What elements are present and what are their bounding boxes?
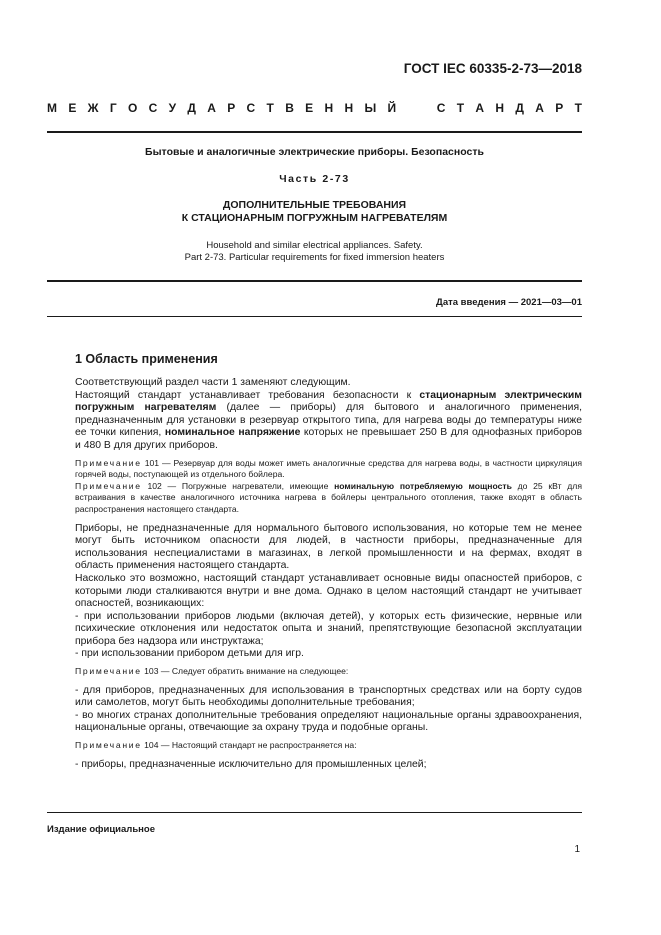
title-additional <box>47 199 582 225</box>
interstate-letter: Д <box>187 101 196 115</box>
list-item: - при использовании приборов людьми (включая детей), у которых есть физические, нервные или психические отклонения или недостаток опыта и знаний, препятствующие безопасной эксплуатации прибора без надзора или инструктажа; <box>75 610 582 647</box>
title-english-line2: Part 2-73. Particular requirements for fixed immersion heaters <box>184 252 445 263</box>
interstate-letter: Т <box>574 101 582 115</box>
introduction-date: Дата введения — 2021—03—01 <box>436 297 582 308</box>
interstate-letter: Д <box>515 101 524 115</box>
interstate-letter: Г <box>109 101 117 115</box>
interstate-letter: Т <box>456 101 465 115</box>
interstate-letter: М <box>47 101 57 115</box>
interstate-standard-heading <box>47 101 582 115</box>
footer-rule <box>47 812 582 813</box>
list-item: - во многих странах дополнительные требования определяют национальные органы здравоохранения, национальные органы, отвечающие за охрану труда и подобные органы. <box>75 709 582 734</box>
part-number: Часть 2-73 <box>279 173 350 185</box>
interstate-letter: Е <box>305 101 314 115</box>
term-rated-voltage: номинальное напряжение <box>164 427 301 439</box>
note-102: Примечание 102 — Погружные нагреватели, имеющие номинальную потребляемую мощность до 25 кВт для встраивания в качестве аналогичного источника нагрева в бойлеры центрального отопления, также входят в область распространения настоящего стандарта. <box>75 480 582 514</box>
interstate-letter: Н <box>324 101 334 115</box>
interstate-letter: А <box>207 101 216 115</box>
paragraph-3: Приборы, не предназначенные для нормального бытового использования, но которые тем не менее могут быть источником опасности для людей, в частности приборы, предназначенные для использования неспециалистами в магазинах, в легкой промышленности и на фермах, входят в область применения настоящего стандарта. <box>75 522 582 572</box>
list-item: - приборы, предназначенные исключительно для промышленных целей; <box>75 758 427 770</box>
interstate-letter: В <box>285 101 294 115</box>
interstate-letter: Н <box>495 101 505 115</box>
interstate-letter: Р <box>227 101 236 115</box>
title-english-line1: Household and similar electrical appliances. Safety. <box>206 240 423 251</box>
title-rule <box>47 280 582 282</box>
edition-label: Издание официальное <box>47 824 155 835</box>
interstate-letter: Ы <box>364 101 377 115</box>
title-additional-line1: ДОПОЛНИТЕЛЬНЫЕ ТРЕБОВАНИЯ <box>222 199 407 211</box>
page-number: 1 <box>574 844 580 855</box>
interstate-letter: А <box>535 101 544 115</box>
term-rated-power-input: номинальную потребляемую мощность <box>334 480 512 491</box>
section-body <box>75 377 582 771</box>
list-item: - при использовании прибором детьми для игр. <box>75 648 304 660</box>
standard-code: ГОСТ IEC 60335-2-73—2018 <box>403 61 582 76</box>
title-russian: Бытовые и аналогичные электрические приборы. Безопасность <box>145 146 484 158</box>
title-english <box>47 240 582 264</box>
interstate-letter <box>422 101 425 115</box>
interstate-letter: О <box>127 101 138 115</box>
section-heading: 1 Область применения <box>75 352 218 366</box>
interstate-letter: Й <box>387 101 397 115</box>
paragraph-4: Насколько это возможно, настоящий стандарт устанавливает основные виды опасностей приборов, с которыми люди сталкиваются внутри и вне дома. Однако в целом настоящий стандарт не учитывает опасностей, возникающих: <box>75 572 582 610</box>
interstate-letter: С <box>148 101 158 115</box>
interstate-letter: Т <box>266 101 274 115</box>
list-item: - для приборов, предназначенных для использования в транспортных средствах или на борту судов или самолетов, могут быть необходимы дополнительные требования; <box>75 684 582 709</box>
date-rule <box>47 316 582 317</box>
interstate-letter: Ж <box>87 101 99 115</box>
term-fixed-immersion-heaters: стационарным электрическим погружным нагревателям <box>75 389 582 414</box>
note-104: Примечание 104 — Настоящий стандарт не распространяется на: <box>75 740 357 751</box>
paragraph-2: Настоящий стандарт устанавливает требования безопасности к стационарным электрическим погружным нагревателям (далее — приборы) для бытового и аналогичного применения, предназначенным для установки в резервуар открытого типа, для нагрева воды до температуры ниже ее точки кипения, номинальное напряжение которых не превышает 250 В для однофазных приборов и 480 В для других приборов. <box>75 389 582 451</box>
header-rule <box>47 131 582 133</box>
note-101: Примечание 101 — Резервуар для воды может иметь аналогичные средства для нагрева воды, в частности циркуляция горячей воды, поступающей из отдельного бойлера. <box>75 457 582 480</box>
title-additional-line2: К СТАЦИОНАРНЫМ ПОГРУЖНЫМ НАГРЕВАТЕЛЯМ <box>181 212 448 224</box>
note-103: Примечание 103 — Следует обратить внимание на следующее: <box>75 666 349 677</box>
interstate-letter: Е <box>68 101 77 115</box>
interstate-letter <box>407 101 410 115</box>
interstate-letter: Н <box>344 101 354 115</box>
paragraph-1: Соответствующий раздел части 1 заменяют следующим. <box>75 377 351 388</box>
interstate-letter: С <box>246 101 256 115</box>
interstate-letter: Р <box>555 101 564 115</box>
interstate-letter: С <box>436 101 446 115</box>
interstate-letter: А <box>475 101 485 115</box>
interstate-letter: У <box>168 101 177 115</box>
